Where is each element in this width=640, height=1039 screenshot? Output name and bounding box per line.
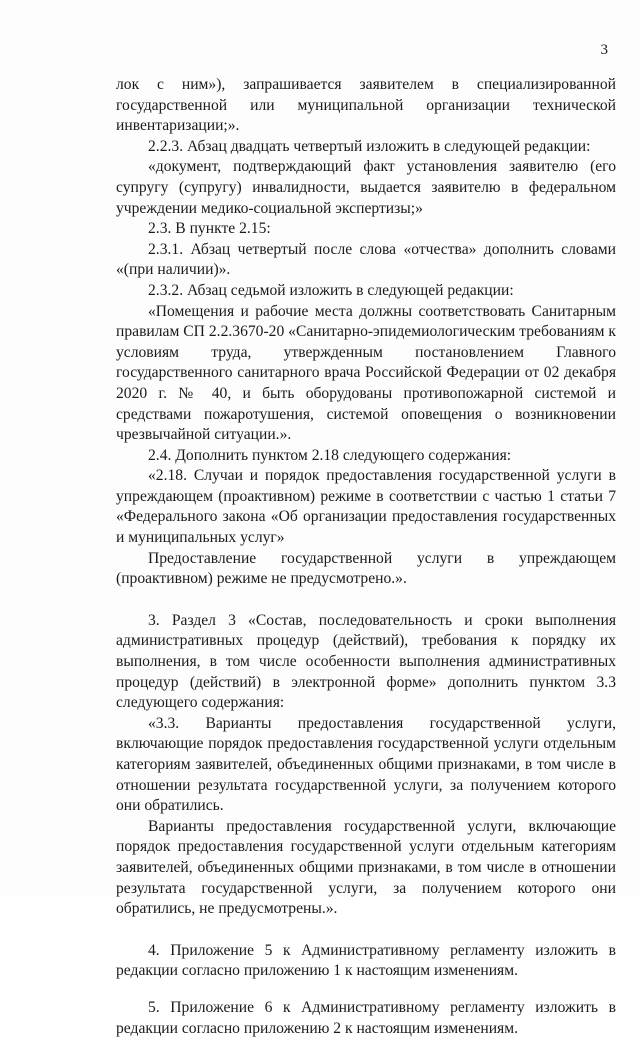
paragraph-2-3-2: 2.3.2. Абзац седьмой изложить в следующей редакции:	[148, 281, 514, 299]
paragraph-quote-premises: «Помещения и рабочие места должны соответствовать Санитарным правилам СП 2.2.3670-20 «Санитарно-эпидемиологическим требованиям к условиям труда, утвержденным постановлением Главного государственного санитарного врача Российской Федерации от 02 декабря 2020 г. № 40, и быть оборудованы противопожарной системой и средствами пожаротушения, системой оповещения о возникновении чрезвычайной ситуации.».	[116, 302, 616, 444]
paragraph-proactive-mode: Предоставление государственной услуги в упреждающем (проактивном) режиме не предусмотрено.».	[116, 549, 616, 588]
paragraph-2-3: 2.3. В пункте 2.15:	[148, 220, 271, 238]
paragraph-5-appendix-6: 5. Приложение 6 к Административному регламенту изложить в редакции согласно приложению 2 к настоящим изменениям.	[116, 998, 616, 1037]
paragraph-continuation: лок с ним»), запрашивается заявителем в специализированной государственной или муниципальной организации технической инвентаризации;».	[116, 76, 616, 135]
paragraph-quote-disability-document: «документ, подтверждающий факт установления заявителю (его супругу (супругу) инвалидности, выдается заявителю в федеральном учреждении медико-социальной экспертизы;»	[116, 158, 616, 217]
paragraph-2-2-3: 2.2.3. Абзац двадцать четвертый изложить в следующей редакции:	[148, 137, 591, 155]
page-number: 3	[600, 42, 608, 58]
paragraph-3-section: 3. Раздел 3 «Состав, последовательность и сроки выполнения административных процедур (действий), требования к порядку их выполнения, в том числе особенности выполнения административных процедур (действий) в электронной форме» дополнить пунктом 3.3 следующего содержания:	[116, 611, 616, 712]
paragraph-2-4: 2.4. Дополнить пунктом 2.18 следующего содержания:	[148, 446, 512, 464]
paragraph-2-3-1: 2.3.1. Абзац четвертый после слова «отчества» дополнить словами «(при наличии)».	[116, 240, 616, 279]
document-body	[116, 75, 616, 1039]
paragraph-quote-3-3: «3.3. Варианты предоставления государственной услуги, включающие порядок предоставления государственной услуги отдельным категориям заявителей, объединенных общими признаками, в том числе в отношении результата государственной услуги, за получением которого они обратились.	[116, 714, 616, 815]
paragraph-quote-2-18: «2.18. Случаи и порядок предоставления государственной услуги в упреждающем (проактивном) режиме в соответствии с частью 1 статьи 7 «Федерального закона «Об организации предоставления государственных и муниципальных услуг»	[116, 467, 616, 547]
paragraph-variants: Варианты предоставления государственной услуги, включающие порядок предоставления государственной услуги отдельным категориям заявителей, объединенных общими признаками, в том числе в отношении результата государственной услуги, за получением которого они обратились, не предусмотрены.».	[116, 817, 616, 918]
paragraph-4-appendix-5: 4. Приложение 5 к Административному регламенту изложить в редакции согласно приложению 1 к настоящим изменениям.	[116, 941, 616, 980]
